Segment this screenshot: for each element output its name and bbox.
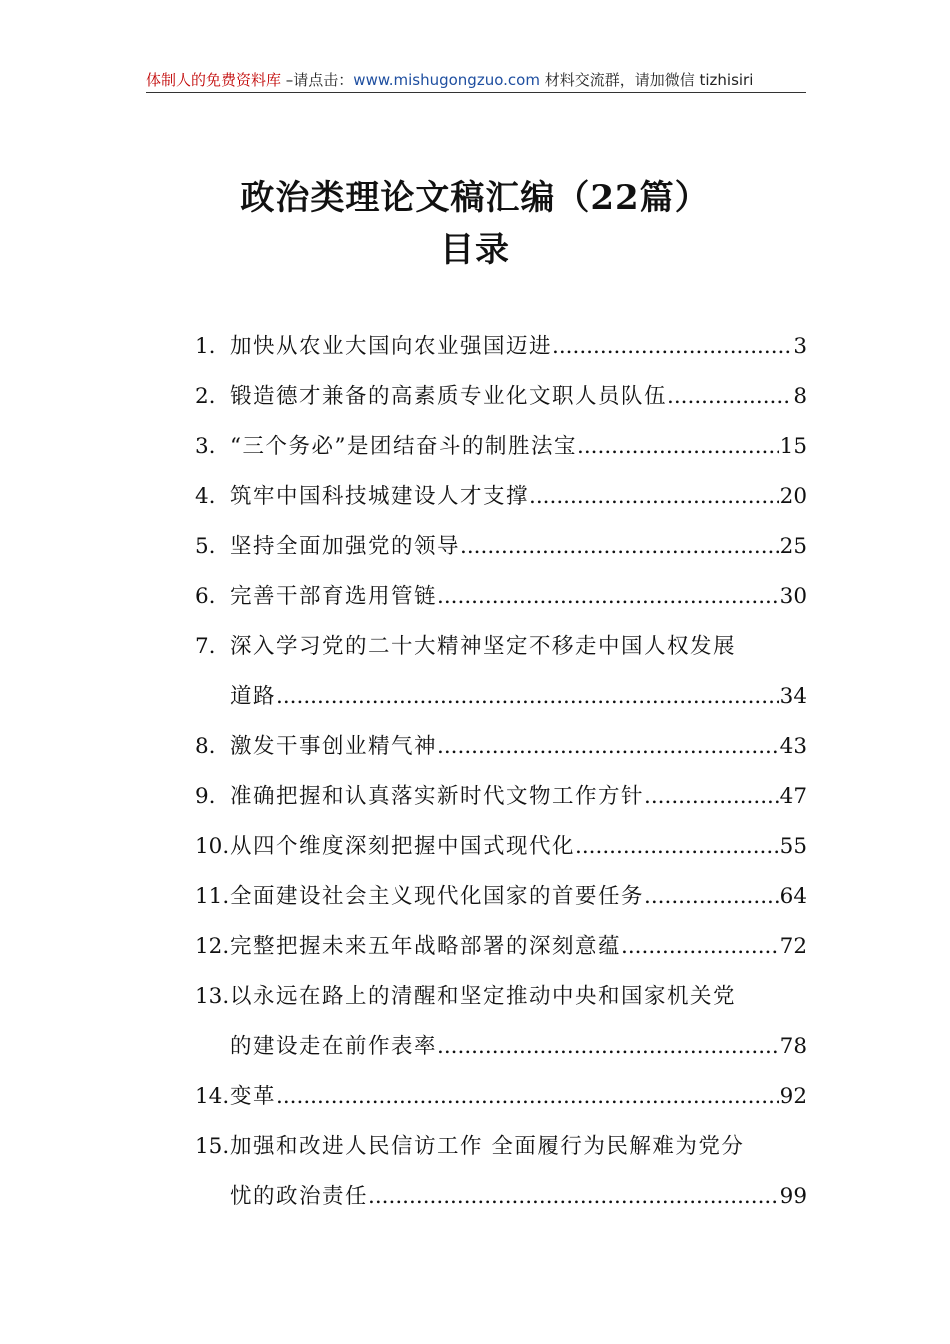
toc-entry-line — [195, 928, 807, 978]
toc-entry-number: 9. — [195, 784, 216, 809]
toc-entry-page: 25 — [779, 534, 807, 559]
toc-entry-line — [195, 528, 807, 578]
toc-leader-dots — [460, 528, 779, 566]
toc-entry-title: 坚持全面加强党的领导 — [230, 534, 461, 559]
toc-entry-title: 筑牢中国科技城建设人才支撑 — [230, 484, 530, 509]
toc-entry-title: 锻造德才兼备的高素质专业化文职人员队伍 — [230, 384, 668, 409]
toc-entry-page: 64 — [779, 884, 807, 909]
toc-entry-page: 47 — [779, 784, 807, 809]
toc-entry-title: 加强和改进人民信访工作 全面履行为民解难为党分 — [230, 1134, 745, 1159]
toc-entry-number: 8. — [195, 734, 216, 759]
toc-leader-dots — [552, 328, 792, 366]
toc-entry-title: 加快从农业大国向农业强国迈进 — [230, 334, 553, 359]
toc-entry[interactable] — [195, 478, 807, 528]
toc-entry-number: 15. — [195, 1134, 230, 1159]
toc-entry[interactable] — [195, 878, 807, 928]
toc-entry-title-continued: 道路 — [230, 684, 277, 709]
toc-entry-title: 深入学习党的二十大精神坚定不移走中国人权发展 — [230, 634, 737, 659]
toc-leader-dots — [368, 1178, 779, 1216]
toc-leader-dots — [575, 828, 779, 866]
toc-entry-line — [195, 878, 807, 928]
toc-leader-dots — [529, 478, 779, 516]
toc-entry-line — [195, 728, 807, 778]
toc-entry-title: 全面建设社会主义现代化国家的首要任务 — [230, 884, 645, 909]
toc-entry-title: 以永远在路上的清醒和坚定推动中央和国家机关党 — [230, 984, 737, 1009]
toc-entry-title: 从四个维度深刻把握中国式现代化 — [230, 834, 576, 859]
toc-entry-page: 20 — [779, 484, 807, 509]
toc-entry-page: 78 — [779, 1034, 807, 1059]
toc-entry[interactable] — [195, 628, 807, 728]
toc-entry-number: 3. — [195, 434, 216, 459]
page-header — [146, 70, 806, 93]
toc-entry-line — [195, 428, 807, 478]
toc-entry-page: 30 — [779, 584, 807, 609]
toc-entry[interactable] — [195, 578, 807, 628]
toc-entry-line — [195, 478, 807, 528]
toc-entry[interactable] — [195, 1128, 807, 1228]
toc-entry-line — [195, 678, 807, 728]
toc-entry-title: 准确把握和认真落实新时代文物工作方针 — [230, 784, 645, 809]
toc-entry-line — [195, 1078, 807, 1128]
toc-entry-page: 34 — [779, 684, 807, 709]
toc-entry-page: 8 — [793, 384, 807, 409]
toc-leader-dots — [577, 428, 779, 466]
toc-entry-page: 99 — [779, 1184, 807, 1209]
toc-entry-number: 4. — [195, 484, 216, 509]
toc-entry-number: 6. — [195, 584, 216, 609]
toc-entry-line — [195, 628, 807, 678]
toc-entry-line — [195, 578, 807, 628]
toc-entry-title-continued: 的建设走在前作表率 — [230, 1034, 438, 1059]
toc-entry-number: 2. — [195, 384, 216, 409]
toc-leader-dots — [621, 928, 779, 966]
toc-heading: 目录 — [440, 230, 510, 270]
document-title: 政治类理论文稿汇编（22篇） — [240, 178, 710, 218]
toc-entry[interactable] — [195, 828, 807, 878]
toc-entry-title-continued: 忧的政治责任 — [230, 1184, 369, 1209]
toc-entry-title: 变革 — [230, 1084, 277, 1109]
toc-entry-line — [195, 828, 807, 878]
toc-leader-dots — [644, 778, 779, 816]
toc-entry-number: 11. — [195, 884, 230, 909]
toc-entry-page: 3 — [793, 334, 807, 359]
toc-entry-number: 13. — [195, 984, 230, 1009]
toc-entry-title: 激发干事创业精气神 — [230, 734, 438, 759]
toc-leader-dots — [644, 878, 779, 916]
toc-entry-line — [195, 1028, 807, 1078]
toc-entry-number: 12. — [195, 934, 230, 959]
toc-entry[interactable] — [195, 778, 807, 828]
toc-leader-dots — [437, 1028, 779, 1066]
toc-entry-number: 14. — [195, 1084, 230, 1109]
toc-entry-number: 1. — [195, 334, 216, 359]
toc-entry[interactable] — [195, 728, 807, 778]
toc-leader-dots — [276, 1078, 779, 1116]
toc-entry[interactable] — [195, 928, 807, 978]
toc-entry-number: 10. — [195, 834, 230, 859]
toc-entry-title: 完善干部育选用管链 — [230, 584, 438, 609]
toc-leader-dots — [437, 578, 779, 616]
toc-entry-number: 7. — [195, 634, 216, 659]
header-url-link[interactable]: www.mishugongzuo.com — [353, 71, 540, 89]
toc-entry[interactable] — [195, 528, 807, 578]
toc-entry[interactable] — [195, 428, 807, 478]
toc-entry-line — [195, 328, 807, 378]
toc-entry-line — [195, 778, 807, 828]
toc-entry-page: 15 — [779, 434, 807, 459]
header-prompt: –请点击： — [281, 71, 354, 89]
toc-entry-page: 43 — [779, 734, 807, 759]
toc-leader-dots — [276, 678, 779, 716]
toc-entry-page: 92 — [779, 1084, 807, 1109]
toc-leader-dots — [667, 378, 792, 416]
header-note: 材料交流群，请加微信 tizhisiri — [539, 71, 754, 89]
toc-entry-title: 完整把握未来五年战略部署的深刻意蕴 — [230, 934, 622, 959]
toc-entry-page: 72 — [779, 934, 807, 959]
toc-entry-line — [195, 1178, 807, 1228]
toc-entry-title: “三个务必”是团结奋斗的制胜法宝 — [230, 434, 577, 459]
toc-entry[interactable] — [195, 378, 807, 428]
toc-entry-line — [195, 378, 807, 428]
toc-entry[interactable] — [195, 978, 807, 1078]
toc-entry-number: 5. — [195, 534, 216, 559]
toc-entry-page: 55 — [779, 834, 807, 859]
table-of-contents — [195, 328, 807, 1228]
toc-entry-line — [195, 1128, 807, 1178]
toc-leader-dots — [437, 728, 779, 766]
toc-entry-line — [195, 978, 807, 1028]
toc-entry[interactable] — [195, 1078, 807, 1128]
header-brand: 体制人的免费资料库 — [146, 71, 282, 89]
toc-entry[interactable] — [195, 328, 807, 378]
